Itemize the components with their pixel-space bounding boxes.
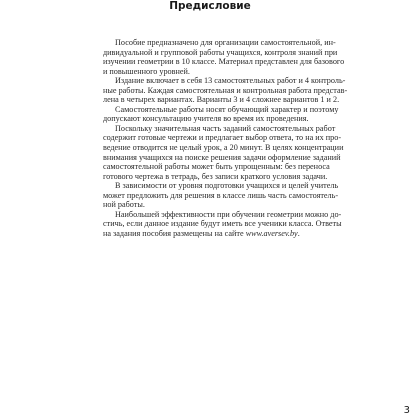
text-line: ной работы.	[103, 200, 145, 210]
text-line: и повышенного уровней.	[103, 66, 190, 76]
paragraph-5	[103, 181, 338, 210]
paragraph-1	[103, 38, 345, 76]
text-line: Пособие предназначено для организации самостоятельной, ин-	[115, 38, 336, 47]
paragraph-6	[103, 209, 342, 239]
text-line: самостоятельной работы может быть упрощенным: без переноса	[103, 162, 330, 172]
text-line: внимания учащихся на поиске решения задачи оформление заданий	[103, 152, 341, 162]
page-title: Предисловие	[169, 0, 251, 12]
paragraph-3	[103, 105, 338, 124]
text-line	[103, 229, 338, 239]
text-line: изучении геометрии в 10 классе. Материал представлен для базового	[103, 57, 345, 67]
text-line: может предложить для решения в классе лишь часть самостоятель-	[103, 190, 339, 200]
text-line: лена в четырех вариантах. Варианты 3 и 4 сложнее вариантов 1 и 2.	[103, 95, 340, 105]
text-line: стичь, если данное издание будут иметь все ученики класса. Ответы	[103, 219, 342, 229]
text-fragment: на задания пособия размещены на сайте	[103, 228, 246, 238]
text-line: допускают консультацию учителя во время их проведения.	[103, 114, 309, 124]
paragraph-2	[103, 76, 348, 105]
page-number: 3	[403, 405, 410, 416]
text-line: Самостоятельные работы носят обучающий характер и поэтому	[115, 104, 339, 114]
paragraph-4	[103, 123, 344, 181]
text-fragment: .	[297, 228, 300, 238]
website-link[interactable]: www.aversev.by	[245, 228, 298, 238]
text-line: Издание включает в себя 13 самостоятельных работ и 4 контроль-	[115, 76, 346, 86]
text-line: содержит готовые чертежи и предлагает выбор ответа, то на их про-	[103, 133, 342, 143]
text-line: ные работы. Каждая самостоятельная и контрольная работа представ-	[103, 85, 348, 95]
text-line: Наибольшей эффективности при обучении геометрии можно до-	[115, 209, 342, 219]
text-line: В зависимости от уровня подготовки учащихся и целей учитель	[115, 181, 339, 191]
preface-body	[103, 38, 348, 238]
text-line: дивидуальной и групповой работы учащихся, контроля знаний при	[103, 47, 338, 57]
text-line: готового чертежа в тетрадь, без записи краткого условия задачи.	[103, 171, 328, 181]
text-line: Поскольку значительная часть заданий самостоятельных работ	[115, 123, 336, 133]
text-line: ведение отводится не целый урок, а 20 минут. В целях концентрации	[103, 143, 344, 153]
